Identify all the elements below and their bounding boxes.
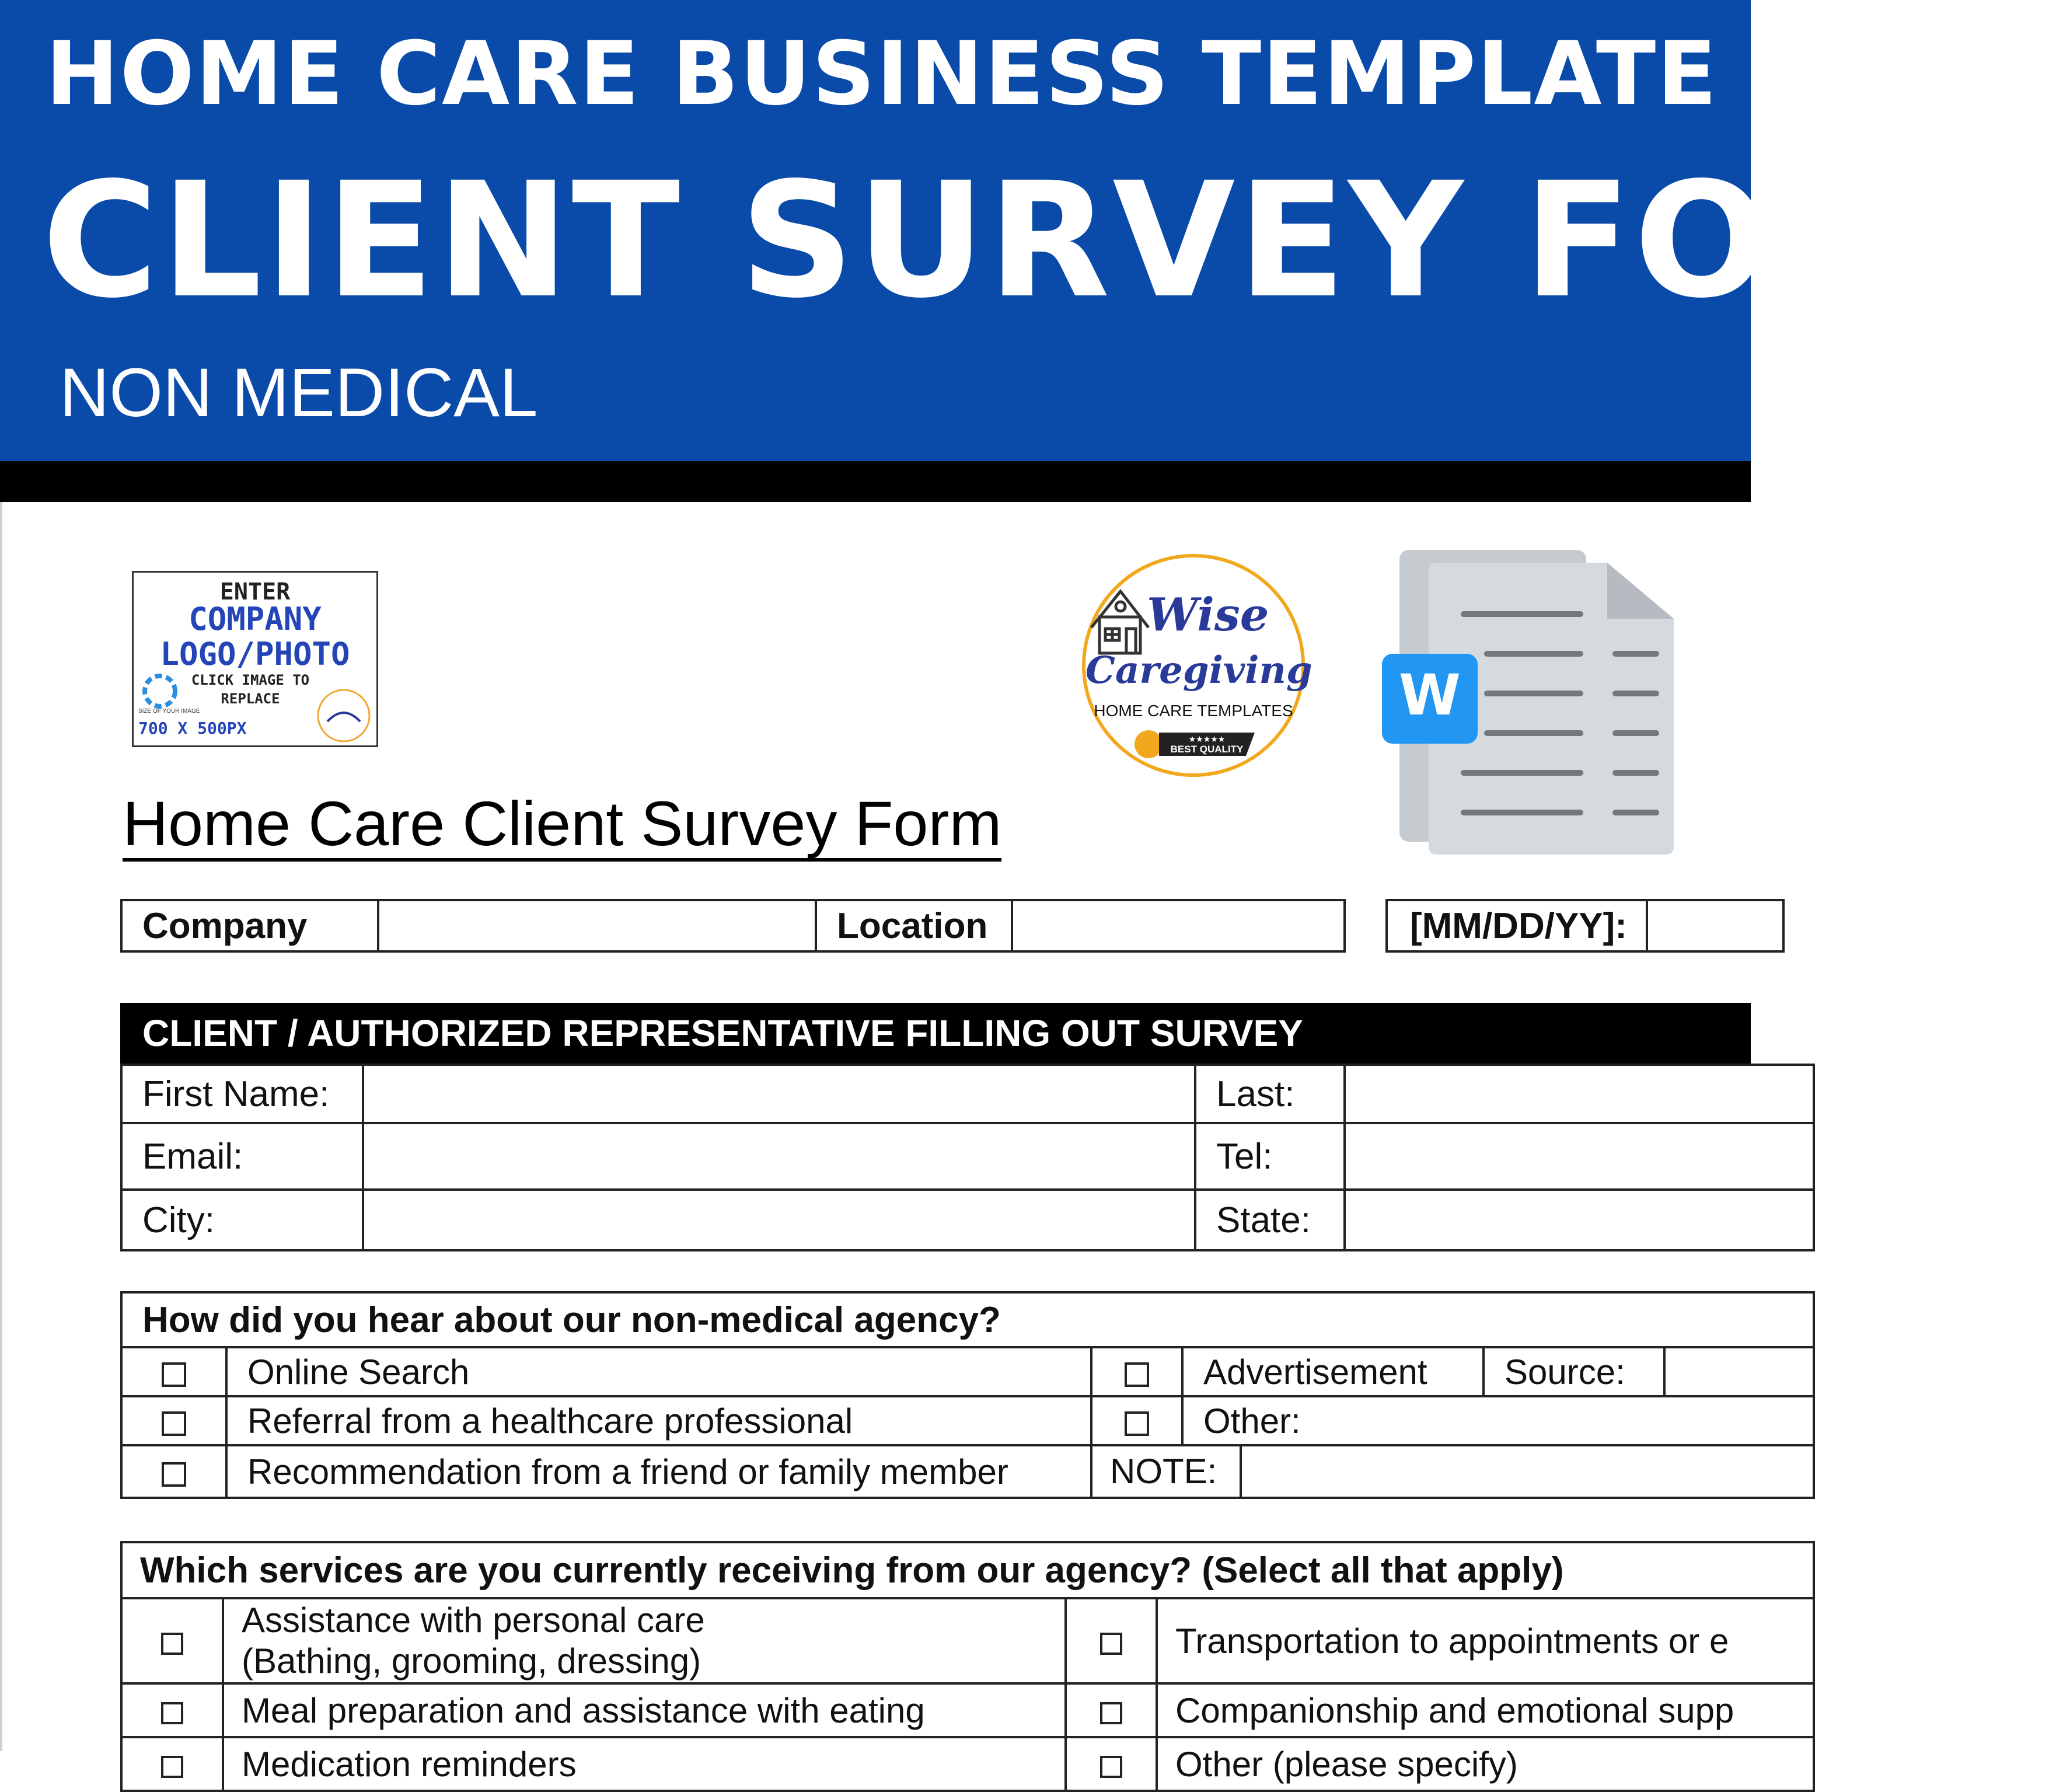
- last-name-input[interactable]: [1345, 1065, 1814, 1123]
- note-label: NOTE:: [1092, 1446, 1242, 1497]
- hear-about-table: [120, 1291, 1815, 1499]
- other-checkbox[interactable]: [1091, 1396, 1182, 1445]
- logo-click-text: CLICK IMAGE TO REPLACE: [191, 672, 310, 707]
- recommendation-checkbox[interactable]: [121, 1445, 226, 1498]
- other-label: Other:: [1182, 1396, 1814, 1445]
- logo-company-text: COMPANY LOGO/PHOTO: [160, 601, 350, 672]
- logo-enter-text: ENTER: [219, 578, 291, 605]
- banner-subtitle: HOME CARE BUSINESS TEMPLATE: [46, 23, 1718, 125]
- company-input[interactable]: [378, 900, 816, 951]
- medication-label: Medication reminders: [223, 1737, 1066, 1791]
- email-label: Email:: [121, 1123, 363, 1190]
- tel-label: Tel:: [1195, 1123, 1345, 1190]
- banner-title: CLIENT SURVEY FORM: [42, 149, 2056, 333]
- transportation-label: Transportation to appointments or e: [1157, 1598, 1814, 1683]
- tel-input[interactable]: [1345, 1123, 1814, 1190]
- source-input[interactable]: [1664, 1347, 1814, 1396]
- meal-label: Meal preparation and assistance with eating: [223, 1683, 1066, 1737]
- services-table: [120, 1541, 1815, 1792]
- city-input[interactable]: [363, 1190, 1195, 1250]
- city-label: City:: [121, 1190, 363, 1250]
- personal-care-label: Assistance with personal care (Bathing, grooming, dressing): [223, 1598, 1066, 1683]
- loading-ring-icon: [139, 671, 180, 712]
- referral-checkbox[interactable]: [121, 1396, 226, 1445]
- online-search-checkbox[interactable]: [121, 1347, 226, 1396]
- other-service-checkbox[interactable]: [1066, 1737, 1157, 1791]
- online-search-label: Online Search: [226, 1347, 1091, 1396]
- logo-size-value: 700 X 500PX: [138, 719, 247, 738]
- date-table: [1385, 899, 1785, 953]
- thumbs-up-icon: [1135, 730, 1163, 758]
- mini-badge-icon: [315, 686, 373, 745]
- company-info-table: [120, 899, 1346, 953]
- first-name-input[interactable]: [363, 1065, 1195, 1123]
- svg-text:Wise: Wise: [1147, 588, 1269, 642]
- recommendation-label: Recommendation from a friend or family member: [226, 1445, 1091, 1498]
- company-label: Company: [121, 900, 378, 951]
- transportation-checkbox[interactable]: [1066, 1598, 1157, 1683]
- svg-text:Caregiving: Caregiving: [1085, 649, 1313, 692]
- client-section-heading: CLIENT / AUTHORIZED REPRESENTATIVE FILLING OUT SURVEY: [120, 1003, 1751, 1064]
- hear-about-question: How did you hear about our non-medical agency?: [121, 1292, 1814, 1347]
- company-logo-placeholder[interactable]: [132, 571, 378, 747]
- companionship-label: Companionship and emotional supp: [1157, 1683, 1814, 1737]
- advertisement-label: Advertisement: [1182, 1347, 1483, 1396]
- divider-bar: [0, 461, 1751, 502]
- last-name-label: Last:: [1195, 1065, 1345, 1123]
- banner-tag: NON MEDICAL: [60, 354, 538, 431]
- word-document-icon: [1382, 549, 1680, 858]
- email-input[interactable]: [363, 1123, 1195, 1190]
- svg-text:★★★★★: ★★★★★: [1188, 734, 1226, 744]
- date-input[interactable]: [1647, 900, 1783, 951]
- location-label: Location: [816, 900, 1012, 951]
- source-label: Source:: [1483, 1347, 1664, 1396]
- meal-checkbox[interactable]: [121, 1683, 223, 1737]
- medication-checkbox[interactable]: [121, 1737, 223, 1791]
- location-input[interactable]: [1012, 900, 1345, 951]
- document-title: Home Care Client Survey Form: [123, 789, 1001, 862]
- svg-text:HOME CARE TEMPLATES: HOME CARE TEMPLATES: [1094, 702, 1293, 720]
- wise-caregiving-logo: [1080, 552, 1313, 779]
- svg-text:BEST QUALITY: BEST QUALITY: [1170, 744, 1244, 755]
- svg-text:W: W: [1399, 663, 1461, 728]
- other-service-label: Other (please specify): [1157, 1737, 1814, 1791]
- personal-care-checkbox[interactable]: [121, 1598, 223, 1683]
- header-banner: [0, 0, 2056, 461]
- note-input[interactable]: [1242, 1446, 1813, 1497]
- first-name-label: First Name:: [121, 1065, 363, 1123]
- date-label: [MM/DD/YY]:: [1387, 900, 1647, 951]
- services-question: Which services are you currently receiving from our agency? (Select all that apply): [121, 1542, 1814, 1598]
- advertisement-checkbox[interactable]: [1091, 1347, 1182, 1396]
- note-cell: [1091, 1445, 1814, 1498]
- client-info-table: [120, 1064, 1815, 1251]
- state-input[interactable]: [1345, 1190, 1814, 1250]
- referral-label: Referral from a healthcare professional: [226, 1396, 1091, 1445]
- logo-size-label: SIZE OF YOUR IMAGE: [138, 708, 200, 714]
- companionship-checkbox[interactable]: [1066, 1683, 1157, 1737]
- state-label: State:: [1195, 1190, 1345, 1250]
